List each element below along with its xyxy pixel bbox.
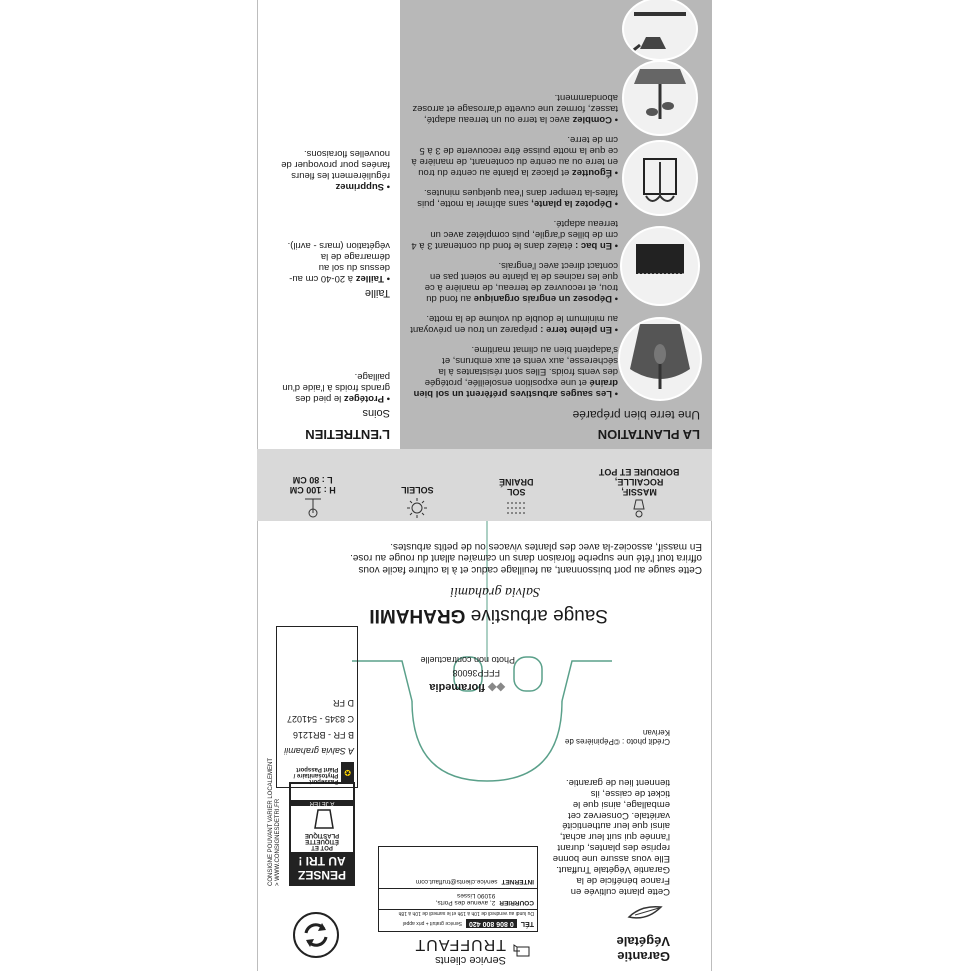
- care-keyword: • Protégez: [343, 393, 390, 404]
- guarantee-line: Elle vous assure une bonne: [552, 853, 670, 865]
- eu-flag-icon: ✪: [341, 762, 354, 784]
- recycle-icon: [292, 911, 340, 959]
- photo-credit: Crédit photo : ©Pépinières de Kerivan: [564, 727, 670, 746]
- guarantee-title: Garantie Végétale: [616, 934, 670, 964]
- contact-table: TÉL 0 806 800 420 Service gratuit + prix appel Du lundi au vendredi de 10h à 19h et le samedi de 10h à 18h COURRIER 2, avenue des Ports, 91090 Lisses INTERNET service.clients@truffaut.com: [378, 846, 538, 932]
- step-keyword: • Égouttez: [571, 167, 618, 178]
- plant-passport: ✪ Passeport Phytosanitaire / Plant Passport A Salvia grahamii B FR - BR1216 C 8345 - 541027 D FR: [276, 626, 358, 788]
- plantation-step: [408, 218, 618, 251]
- service-brand: TRUFFAUT: [414, 936, 506, 954]
- care-text: à 20-40 cm au-dessus du sol au démarrage de la végétation (mars - avril).: [287, 240, 390, 284]
- sun-icon: [406, 495, 428, 519]
- guarantee-line: emballage, ainsi que le: [572, 798, 670, 810]
- entretien-title: L'ENTRETIEN: [305, 427, 390, 442]
- guarantee-line: l'année qui suit leur achat,: [559, 831, 670, 843]
- plantation-step: [408, 92, 618, 125]
- guarantee-line: Garantie Végétale Truffaut.: [556, 864, 670, 876]
- description-line: Cette sauge au port buissonnant, au feuillage caduc et à la culture facile vous: [358, 564, 702, 575]
- step-keyword: • Comblez: [572, 114, 618, 125]
- supprimez-text: [280, 147, 390, 191]
- step-keyword: • Les sauges arbustives préfèrent un sol bien drainé: [413, 377, 618, 399]
- flower-pot-icon: [628, 497, 650, 519]
- step-text: sans abîmer la motte, puis faites-la tremper dans l'eau quelques minutes.: [417, 187, 618, 209]
- guarantee-line: variétale. Conservez cet: [568, 809, 670, 821]
- guarantee-line: ticket de caisse, ils: [590, 787, 670, 799]
- usage-label: SOL DRAINÉ: [498, 477, 534, 497]
- service-title: Service clients: [435, 954, 506, 966]
- soil-icon: [505, 497, 527, 519]
- taille-text: [280, 239, 390, 283]
- care-keyword: • Supprimez: [335, 181, 390, 192]
- step-keyword: • En bac :: [575, 240, 618, 251]
- step-keyword: • En pleine terre :: [540, 324, 618, 335]
- service-email[interactable]: service.clients@truffaut.com: [415, 878, 498, 885]
- product-description: [272, 541, 702, 576]
- latin-name: Salvia grahamii: [450, 584, 540, 599]
- plantation-steps: [408, 83, 618, 399]
- usage-item: [499, 477, 534, 519]
- usage-item: [401, 485, 434, 519]
- usage-label: MASSIF, ROCAILLE, BORDURE ET POT: [598, 467, 680, 497]
- product-name: Sauge arbustive GRAHAMII: [369, 605, 608, 626]
- leaf-icon: [625, 901, 665, 923]
- soins-text: [280, 370, 390, 403]
- reference-code: FFFP36008: [452, 668, 500, 678]
- description-line: offrira tout l'été une superbe floraison dans un camaïeu allant du rouge au rose.: [350, 552, 702, 564]
- step-text: préparez un trou en prévoyant au minimum le double du volume de la motte.: [410, 313, 618, 335]
- care-text: régulièrement les fleurs fanées pour provoquer de nouvelles floraisons.: [281, 148, 390, 182]
- plant-size-icon: [302, 495, 324, 519]
- soins-heading: Soins: [362, 407, 390, 419]
- service-clients-box: [378, 866, 538, 966]
- phone-number[interactable]: 0 806 800 420: [466, 919, 517, 928]
- guarantee-line: France bénéficie de la: [576, 875, 670, 887]
- plantation-step: [408, 260, 618, 304]
- usage-item: [599, 467, 680, 519]
- step-text: au fond du trou, et recouvrez de terreau, de manière à ce que les racines de la plante ne soient pas en contact direct avec l'engrais.: [424, 260, 618, 304]
- step-fertilizer-illustration: [620, 226, 700, 306]
- usage-items: [257, 449, 712, 519]
- step-keyword: • Dépotez la plante,: [531, 198, 618, 209]
- step-hole-illustration: [618, 317, 702, 401]
- pensez-au-tri: PENSEZ AU TRI !: [291, 852, 353, 884]
- step-text: et placez la plante au centre du trou en terre ou au centre du contenant, de manière à ce que la motte puisse être recouverte de 3 à 5 cm de terre.: [411, 134, 618, 178]
- usage-label: H : 100 CM L : 80 CM: [289, 475, 336, 495]
- consigne-text: CONSIGNE POUVANT VARIER LOCALEMENT > WWW.CONSIGNESDETRI.FR: [268, 757, 281, 886]
- step-keyword: • Déposez un engrais organique: [473, 293, 618, 304]
- plantation-title: LA PLANTATION: [597, 427, 700, 442]
- step-soak-illustration: [622, 140, 698, 216]
- usage-label: SOLEIL: [401, 485, 434, 495]
- recycling-block: PENSEZ AU TRI ! POT ET ÉTIQUETTE PLASTIQUE À JETER: [289, 782, 355, 886]
- step-text: avec la terre ou un terreau adapté, tassez, formez une cuvette d'arrosage et arrosez abondamment.: [412, 92, 618, 125]
- step-text: et une exposition ensoleillée, protégée des vents froids. Elles sont résistantes à la sécheresse, aux vents et aux embruns, et s'adaptent bien au climat maritime.: [424, 344, 618, 388]
- guarantee-line: Cette plante cultivée en: [570, 886, 670, 897]
- guarantee-line: ainsi que leur authenticité: [562, 820, 670, 832]
- step-text: étalez dans le fond du contenant 3 à 4 cm de billes d'argile, puis complétez avec un terreau adapté.: [411, 218, 618, 251]
- step-water-illustration: [622, 0, 698, 61]
- plantation-step: [408, 313, 618, 335]
- description-line: En massif, associez-la avec des plantes vivaces ou de petits arbustes.: [390, 541, 702, 552]
- chat-icon: [512, 943, 530, 957]
- care-keyword: • Taillez: [355, 273, 390, 284]
- step-place-illustration: [622, 60, 698, 136]
- brand-logo: ◆◆ floramedia: [429, 681, 505, 693]
- plantation-step: [408, 344, 618, 399]
- photo-note: Photo non contractuelle: [420, 655, 515, 665]
- usage-item: [290, 475, 336, 519]
- care-text: le pied des grands froids à l'aide d'un paillage.: [282, 371, 390, 404]
- guarantee-line: reprise des plantes, durant: [557, 842, 670, 854]
- plantation-step: [408, 134, 618, 178]
- guarantee-line: tiennent lieu de garantie.: [565, 776, 670, 788]
- plantation-subtitle: Une terre bien préparée: [572, 408, 700, 422]
- plantation-step: [408, 187, 618, 209]
- taille-heading: Taille: [364, 287, 390, 299]
